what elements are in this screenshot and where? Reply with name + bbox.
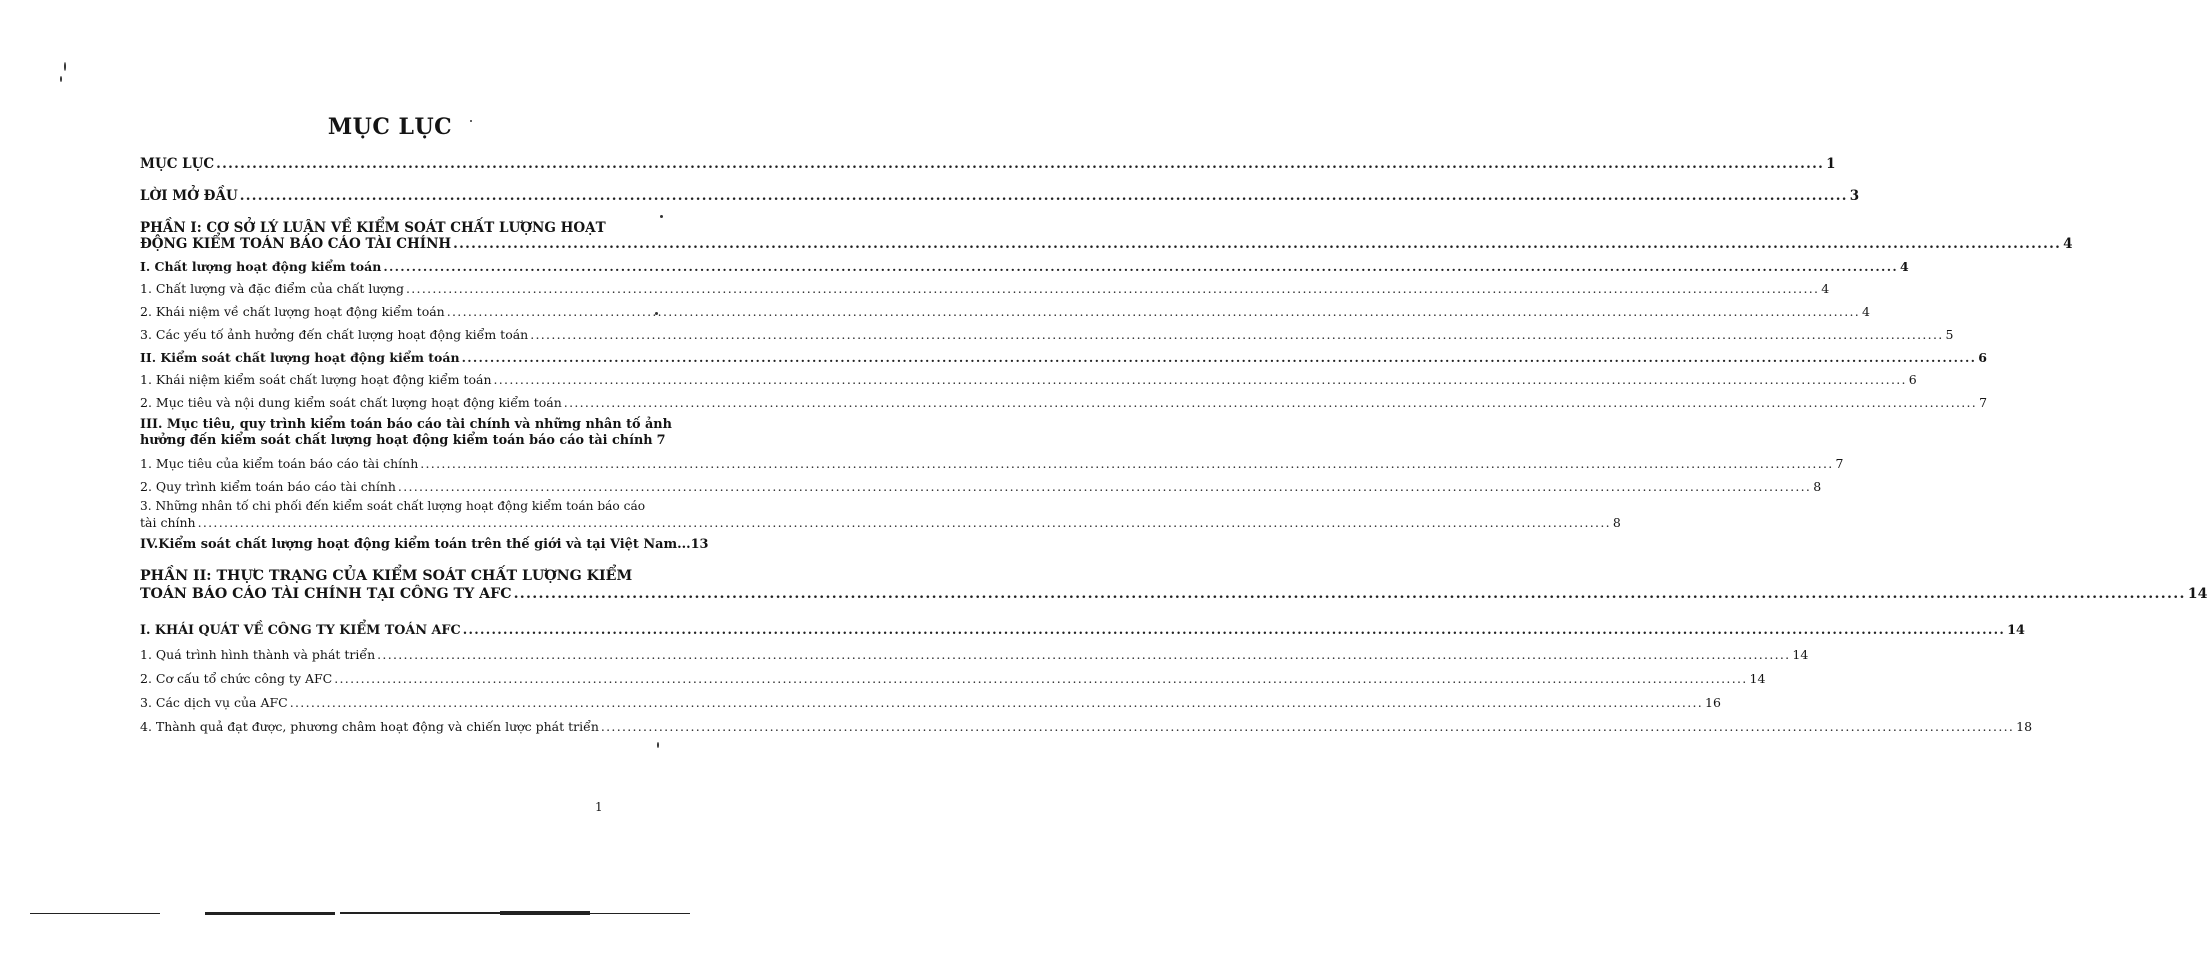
scan-speck [660, 215, 663, 218]
toc-entry-p1-I-3[interactable] [140, 326, 1954, 343]
toc-entry-label: 3. Các dịch vụ của AFC [140, 695, 288, 710]
toc-entry-label: 1. Chất lượng và đặc điểm của chất lượng [140, 281, 405, 296]
toc-part1-line1: PHẦN I: CƠ SỞ LÝ LUẬN VỀ KIỂM SOÁT CHẤT LƯỢNG HOẠT [140, 220, 606, 236]
toc-entry-label: 2. Khái niệm về chất lượng hoạt động kiểm toán [140, 304, 445, 319]
dot-leader [383, 258, 1898, 275]
toc-p1-III-3-line1: 3. Những nhân tố chi phối đến kiểm soát chất lượng hoạt động kiểm toán báo cáo [140, 499, 646, 513]
toc-page-number: 5 [1945, 327, 1954, 342]
toc-entry-label: 2. Mục tiêu và nội dung kiểm soát chất lượng hoạt động kiểm toán [140, 395, 562, 410]
toc-page-number: 4 [2063, 236, 2073, 252]
toc-entry-p2-I[interactable] [140, 622, 2025, 639]
dot-leader [514, 586, 2186, 603]
toc-entry-p1-III-1[interactable] [140, 455, 1844, 472]
dot-leader [463, 622, 2005, 639]
scan-speck [60, 76, 62, 82]
toc-page-number: 16 [1705, 695, 1721, 710]
toc-page-number: 7 [656, 433, 666, 448]
toc-entry-p2-I-3[interactable] [140, 694, 1721, 711]
dot-leader [290, 694, 1703, 711]
toc-entry-p1-I[interactable] [140, 258, 1909, 275]
dot-leader [398, 478, 1811, 495]
toc-entry-label: 1. Mục tiêu của kiểm toán báo cáo tài chính [140, 456, 419, 471]
scan-artifact-line [205, 912, 335, 915]
toc-entry-label: LỜI MỞ ĐẦU [140, 188, 238, 204]
toc-entry-p1-I-1[interactable] [140, 280, 1830, 297]
toc-page-number: 18 [2016, 719, 2033, 734]
toc-page-number: 14 [2187, 586, 2207, 602]
toc-page-number: 4 [1900, 259, 1909, 274]
toc-entry-p1-IV[interactable] [140, 536, 709, 553]
toc-entry-label: 2. Cơ cấu tổ chức công ty AFC [140, 671, 333, 686]
toc-entry-p1-I-2[interactable] [140, 303, 1870, 320]
scan-speck [657, 742, 659, 748]
toc-page-number: 1 [1826, 156, 1836, 172]
dot-leader [216, 156, 1824, 173]
page-title: MỤC LỤC [327, 114, 453, 140]
toc-page-number: 8 [1813, 479, 1822, 494]
toc-entry-p1-II-2[interactable] [140, 394, 1988, 411]
dot-leader [198, 514, 1611, 531]
scan-speck [64, 62, 66, 71]
toc-entry-p1-III[interactable] [140, 432, 666, 449]
toc-page-number: 6 [1908, 372, 1917, 387]
toc-entry-label: TOÁN BÁO CÁO TÀI CHÍNH TẠI CÔNG TY AFC [140, 586, 512, 602]
dot-leader [564, 394, 1977, 411]
toc-entry-p1-II[interactable] [140, 349, 1987, 366]
scan-artifact-line [590, 913, 690, 914]
toc-entry-label: tài chính [140, 515, 196, 530]
dot-leader [462, 349, 1977, 366]
dot-leader [240, 188, 1848, 205]
toc-entry-p2-I-1[interactable] [140, 646, 1809, 663]
toc-page-number: 6 [1978, 350, 1987, 365]
toc-entry-label: IV.Kiểm soát chất lượng hoạt động kiểm toán trên thế giới và tại Việt Nam... [140, 537, 691, 552]
toc-entry-label: 2. Quy trình kiểm toán báo cáo tài chính [140, 479, 396, 494]
dot-leader [420, 455, 1833, 472]
scan-speck [470, 120, 472, 122]
dot-leader [377, 646, 1790, 663]
toc-page-number: 7 [1979, 395, 1988, 410]
toc-entry-label: ĐỘNG KIỂM TOÁN BÁO CÁO TÀI CHÍNH [140, 236, 452, 252]
toc-page-number: 4 [1821, 281, 1830, 296]
dot-leader [447, 303, 1860, 320]
toc-entry-label: 1. Quá trình hình thành và phát triển [140, 647, 376, 662]
toc-entry-part2[interactable] [140, 586, 2207, 603]
toc-entry-part1[interactable] [140, 236, 2073, 253]
scan-speck [655, 312, 658, 315]
dot-leader [406, 280, 1819, 297]
dot-leader [453, 236, 2061, 253]
dot-leader [334, 670, 1747, 687]
toc-entry-label: I. KHÁI QUÁT VỀ CÔNG TY KIỂM TOÁN AFC [140, 623, 461, 638]
toc-page-number: 14 [1792, 647, 1809, 662]
toc-page-number: 8 [1612, 515, 1621, 530]
toc-page-number: 14 [2007, 623, 2025, 638]
toc-entry-p1-II-1[interactable] [140, 371, 1917, 388]
toc-entry-muc-luc[interactable] [140, 156, 1836, 173]
scan-artifact-line [340, 912, 500, 914]
toc-p1-III-line1: III. Mục tiêu, quy trình kiểm toán báo cáo tài chính và những nhân tố ảnh [140, 417, 672, 432]
page-number: 1 [595, 800, 603, 814]
toc-part2-line1: PHẦN II: THỰC TRẠNG CỦA KIỂM SOÁT CHẤT LƯỢNG KIỂM [140, 568, 633, 584]
toc-entry-p1-III-3[interactable] [140, 514, 1621, 531]
toc-entry-label: II. Kiểm soát chất lượng hoạt động kiểm toán [140, 350, 460, 365]
scan-artifact-line [500, 911, 590, 915]
toc-entry-label: MỤC LỤC [140, 156, 215, 172]
toc-page-number: 14 [1749, 671, 1766, 686]
toc-page-number: 7 [1835, 456, 1844, 471]
toc-entry-label: I. Chất lượng hoạt động kiểm toán [140, 259, 382, 274]
toc-entry-p2-I-2[interactable] [140, 670, 1766, 687]
toc-entry-label: 3. Các yếu tố ảnh hưởng đến chất lượng hoạt động kiểm toán [140, 327, 529, 342]
toc-page-number: 3 [1849, 188, 1860, 204]
toc-entry-loi-mo-dau[interactable] [140, 188, 1860, 205]
toc-entry-p2-I-4[interactable] [140, 718, 2033, 735]
toc-entry-p1-III-2[interactable] [140, 478, 1822, 495]
toc-page-number: 13 [690, 537, 709, 552]
dot-leader [530, 326, 1943, 343]
toc-entry-label: hưởng đến kiểm soát chất lượng hoạt động kiểm toán báo cáo tài chính [140, 433, 653, 448]
dot-leader [601, 718, 2014, 735]
toc-page-number: 4 [1862, 304, 1870, 319]
scan-artifact-line [30, 913, 160, 914]
toc-entry-label: 1. Khái niệm kiểm soát chất lượng hoạt động kiểm toán [140, 372, 492, 387]
toc-entry-label: 4. Thành quả đạt được, phương châm hoạt động và chiến lược phát triển [140, 719, 599, 734]
dot-leader [494, 371, 1907, 388]
